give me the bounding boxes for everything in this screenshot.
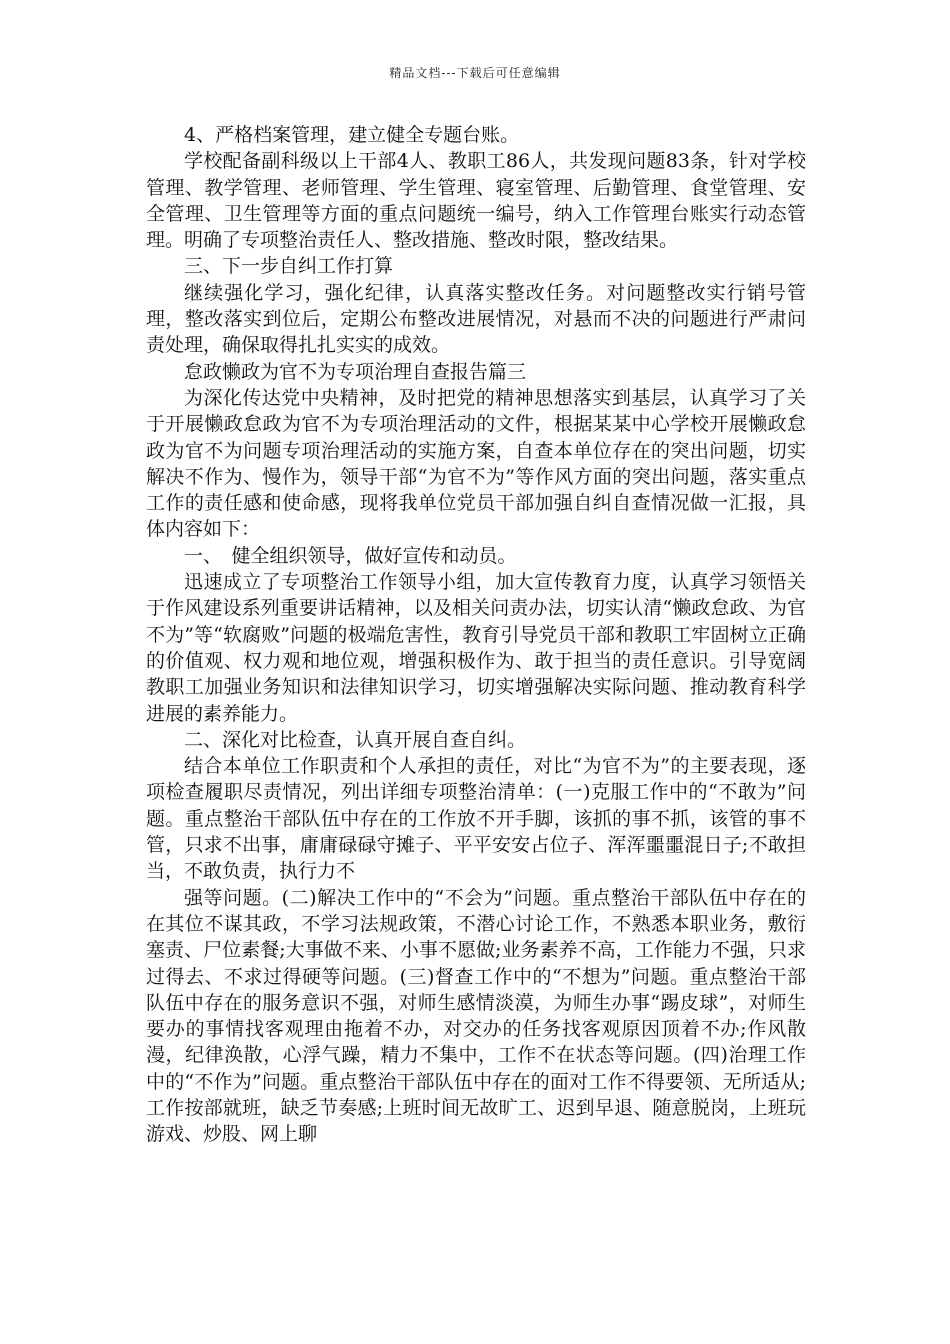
paragraph-archive-management: 4、严格档案管理，建立健全专题台账。 [184,124,520,146]
section-heading-next-steps: 三、下一步自纠工作打算 [184,255,394,278]
section-heading-organization: 一、 健全组织领导，做好宣传和动员。 [184,544,517,567]
paragraph-inspection: 结合本单位工作职责和个人承担的责任，对比“为官不为”的主要表现，逐项检查履职尽责情况，列出详细专项整治清单：(一)克服工作中的“不敢为”问题。重点整治干部队伍中存在的工作放不开手脚，该抓的事不抓，该管的事不管，只求不出事，庸庸碌碌守摊子、平平安安占位子、浑浑噩噩混日子;不敢担当，不敢负责，执行力不 [146,755,806,883]
page-header: 精品文档---下载后可任意编辑 [389,66,561,80]
paragraph-organization: 迅速成立了专项整治工作领导小组，加大宣传教育力度，认真学习领悟关于作风建设系列重要讲话精神，以及相关问责办法，切实认清“懒政怠政、为官不为”等“软腐败”问题的极端危害性，教育引导党员干部和教职工牢固树立正确的价值观、权力观和地位观，增强积极作为、敢于担当的责任意识。引导宽阔教职工加强业务知识和法律知识学习，切实增强解决实际问题、推动教育科学进展的素养能力。 [146,571,806,725]
paragraph-problem-count: 学校配备副科级以上干部4人、教职工86人，共发现问题83条，针对学校管理、教学管理、老师管理、学生管理、寝室管理、后勤管理、食堂管理、安全管理、卫生管理等方面的重点问题统一编号，纳入工作管理台账实行动态管理。明确了专项整治责任人、整改措施、整改时限，整改结果。 [146,150,806,252]
paragraph-intro: 为深化传达党中央精神，及时把党的精神思想落实到基层，认真学习了关于开展懒政怠政为官不为专项治理活动的文件，根据某某中心学校开展懒政怠政为官不为问题专项治理活动的实施方案，自查本单位存在的突出问题，切实解决不作为、慢作为，领导干部“为官不为”等作风方面的突出问题，落实重点工作的责任感和使命感，现将我单位党员干部加强自纠自查情况做一汇报，具体内容如下： [146,386,806,541]
document-body [146,122,806,1148]
paragraph-inspection-continued: 强等问题。(二)解决工作中的“不会为”问题。重点整治干部队伍中存在的在其位不谋其政，不学习法规政策，不潜心讨论工作，不熟悉本职业务，敷衍塞责、尸位素餐;大事做不来、小事不愿做;业务素养不高，工作能力不强，只求过得去、不求过得硬等问题。(三)督查工作中的“不想为”问题。重点整治干部队伍中存在的服务意识不强，对师生感情淡漠，为师生办事“踢皮球”，对师生要办的事情找客观理由拖着不办，对交办的任务找客观原因顶着不办;作风散漫，纪律涣散，心浮气躁，精力不集中，工作不在状态等问题。(四)治理工作中的“不作为”问题。重点整治干部队伍中存在的面对工作不得要领、无所适从;工作按部就班，缺乏节奏感;上班时间无故旷工、迟到早退、随意脱岗，上班玩游戏、炒股、网上聊 [146,886,806,1146]
section-heading-inspection: 二、深化对比检查，认真开展自查自纠。 [184,728,527,751]
report-title-part-three: 怠政懒政为官不为专项治理自查报告篇三 [184,360,527,383]
paragraph-rectification: 继续强化学习，强化纪律，认真落实整改任务。对问题整改实行销号管理，整改落实到位后，定期公布整改进展情况，对悬而不决的问题进行严肃问责处理，确保取得扎扎实实的成效。 [146,281,806,357]
